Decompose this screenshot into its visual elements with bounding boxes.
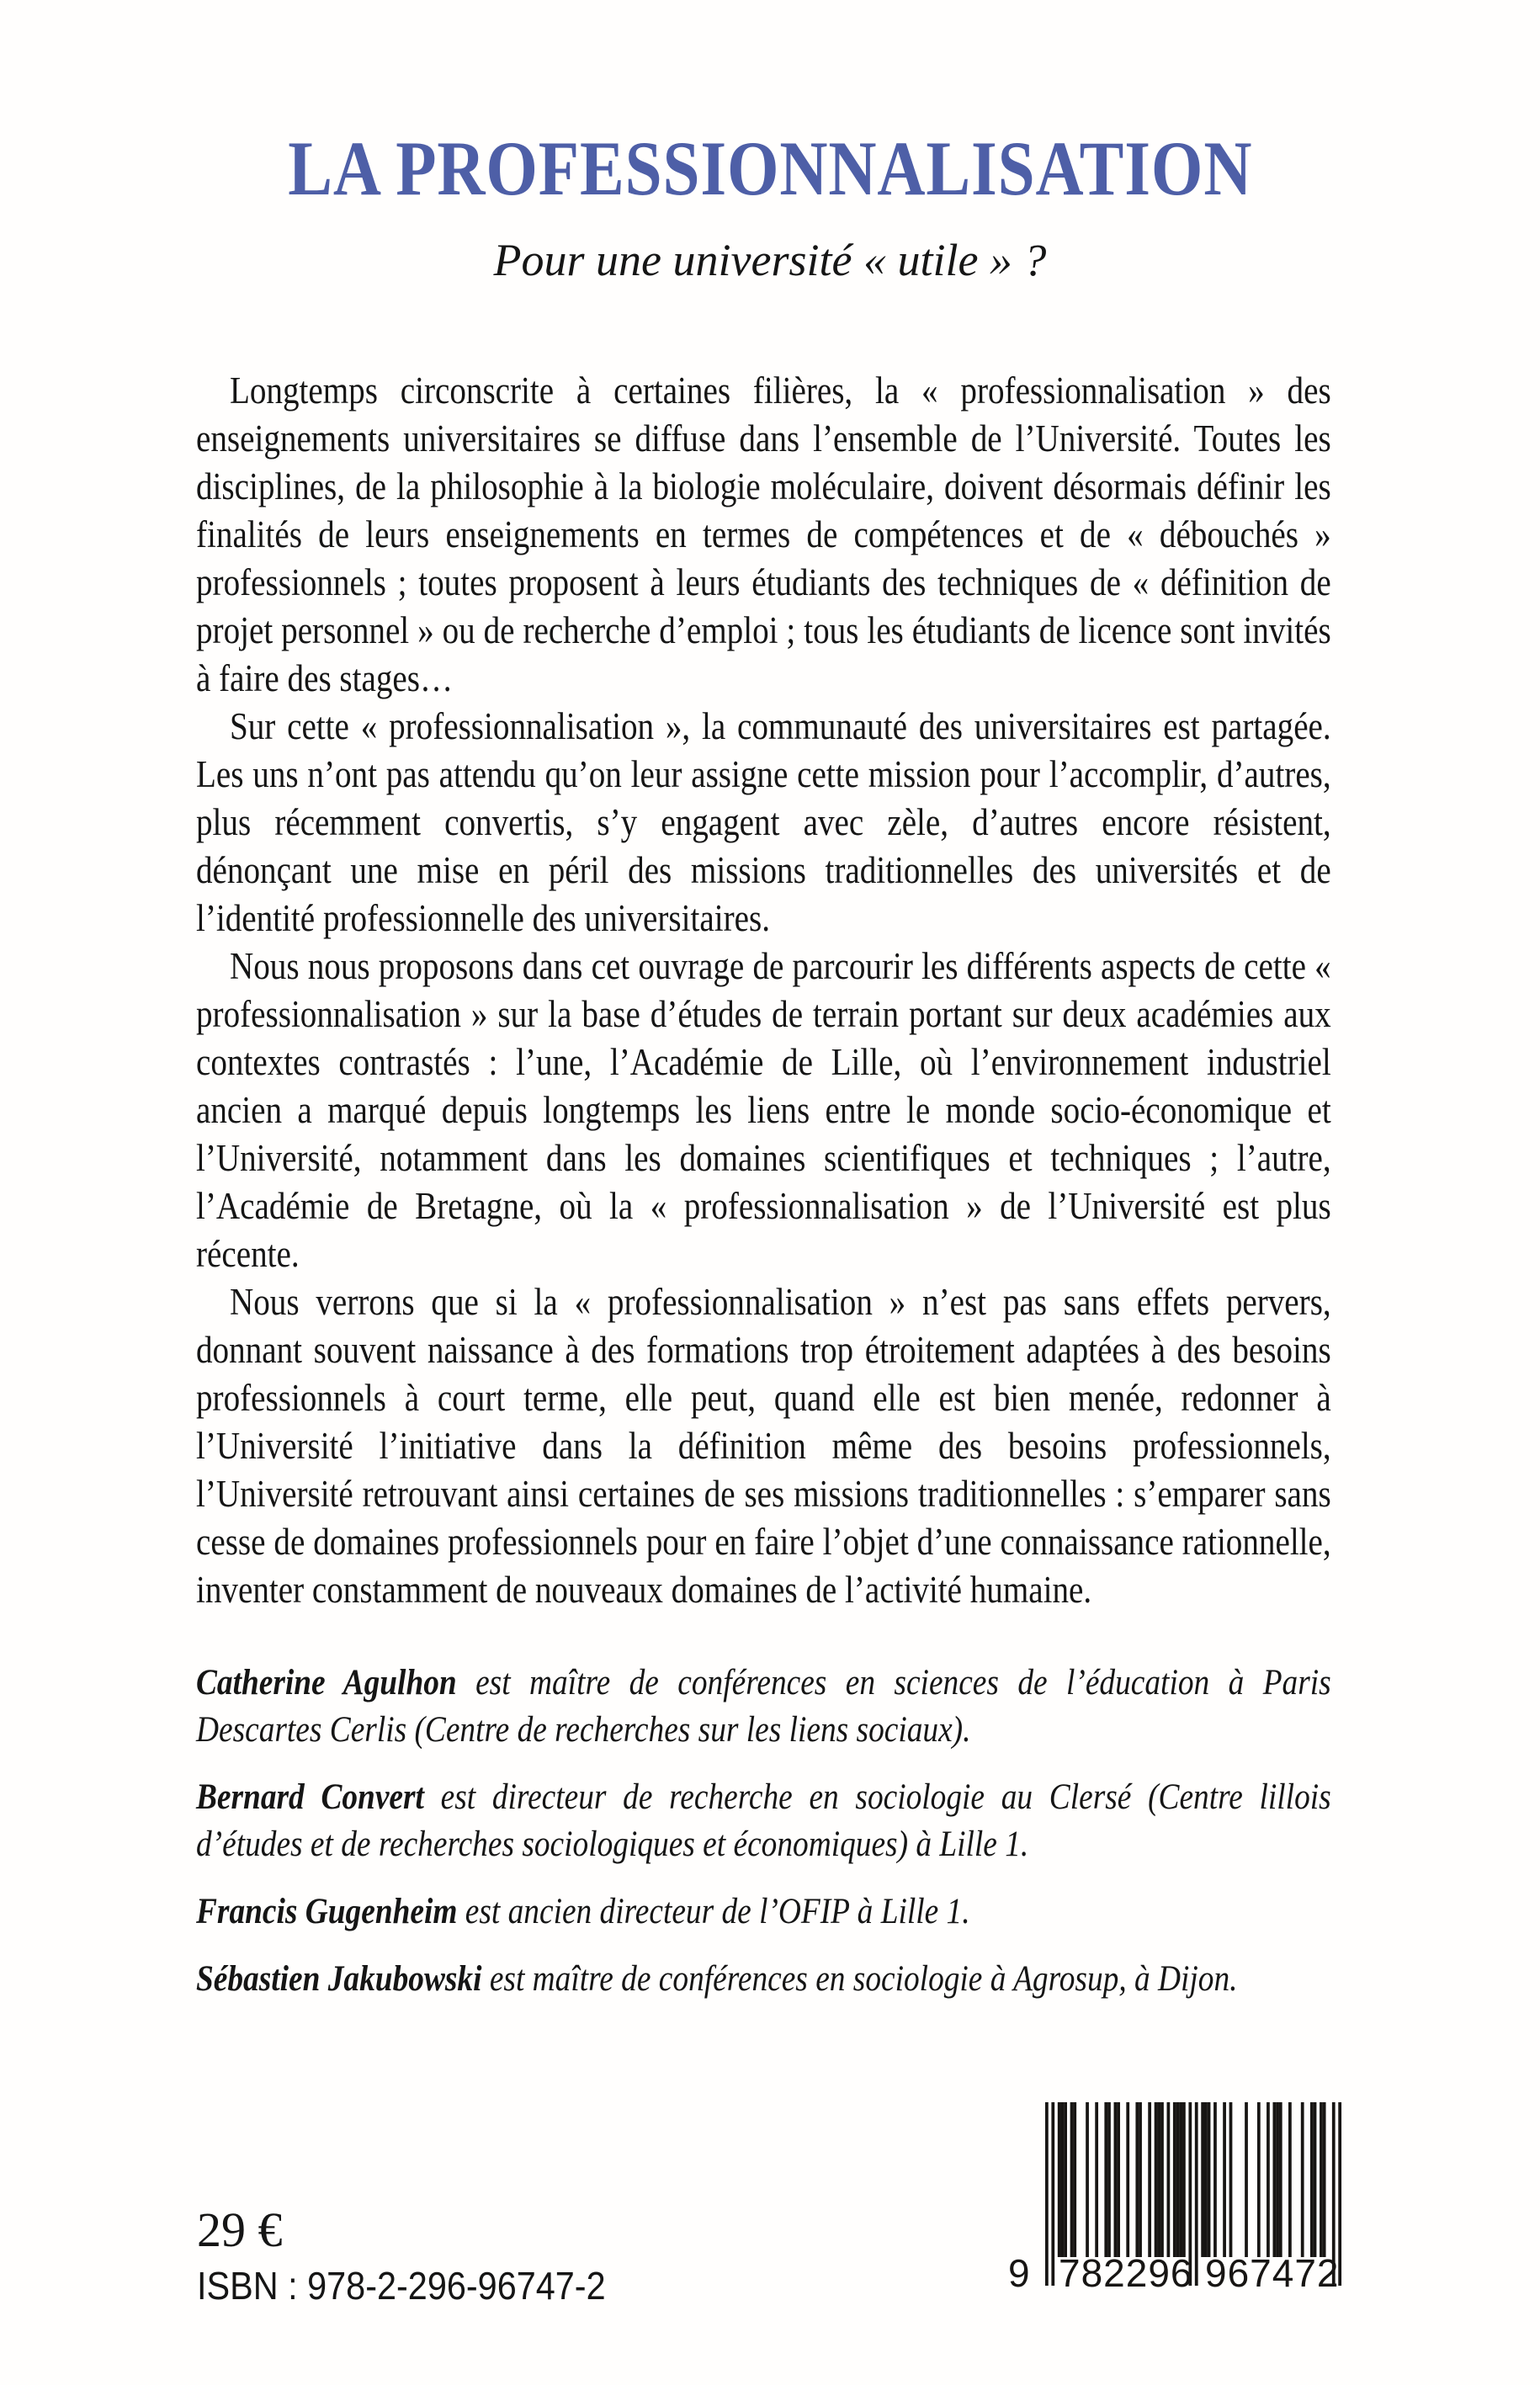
ean13-barcode (1008, 2102, 1341, 2304)
author-bio-text: est maître de conférences en sociologie à Agrosup, à Dijon. (481, 1959, 1238, 1999)
barcode-digits-left: 782296 (1059, 2251, 1193, 2295)
author-bio-text: est maître de conférences en sciences de l’éducation à Paris Descartes Cerlis (Centre de recherches sur les liens sociaux). (196, 1663, 1331, 1750)
barcode-digits-right: 967472 (1205, 2251, 1340, 2295)
author-name: Catherine Agulhon (196, 1663, 457, 1702)
isbn-label: ISBN : 978-2-296-96747-2 (197, 2264, 606, 2308)
author-bio (196, 1774, 1331, 1868)
book-title-text: LA PROFESSIONNALISATION (287, 125, 1253, 211)
synopsis-paragraph-1: Longtemps circonscrite à certaines filières, la « professionnalisation » des enseignements universitaires se diffuse dans l’ensemble de l’Université. Toutes les disciplines, de la philosophie à la biologie moléculaire, doivent désormais définir les finalités de leurs enseignements en termes de compétences et de « débouchés » professionnels ; toutes proposent à leurs étudiants des techniques de « définition de projet personnel » ou de recherche d’emploi ; tous les étudiants de licence sont invités à faire des stages… (196, 369, 1331, 699)
synopsis-paragraph-3: Nous nous proposons dans cet ouvrage de parcourir les différents aspects de cette « professionnalisation » sur la base d’études de terrain portant sur deux académies aux contextes contrastés : l’une, l’Académie de Lille, où l’environnement industriel ancien a marqué depuis longtemps les liens entre le monde socio-économique et l’Université, notamment dans les domaines scientifiques et techniques ; l’autre, l’Académie de Bretagne, où la « professionnalisation » de l’Université est plus récente. (196, 945, 1331, 1275)
author-name: Bernard Convert (196, 1777, 424, 1817)
author-bio-text: est directeur de recherche en sociologie au Clersé (Centre lillois d’études et de recherches sociologiques et économiques) à Lille 1. (196, 1777, 1331, 1864)
book-subtitle: Pour une université « utile » ? (493, 235, 1047, 285)
synopsis-column (196, 367, 1331, 2023)
author-bio (196, 1888, 1331, 1936)
author-bio (196, 1956, 1331, 2003)
price-label: 29 € (197, 2202, 283, 2257)
barcode-digit-lead: 9 (1008, 2251, 1031, 2295)
author-name: Sébastien Jakubowski (196, 1959, 482, 1999)
page-title (0, 126, 1540, 210)
author-bio-text: est ancien directeur de l’OFIP à Lille 1. (457, 1892, 970, 1931)
author-bios (196, 1660, 1331, 2003)
author-name: Francis Gugenheim (196, 1892, 458, 1931)
author-bio (196, 1660, 1331, 1754)
synopsis-paragraph-2: Sur cette « professionnalisation », la communauté des universitaires est partagée. Les uns n’ont pas attendu qu’on leur assigne cette mission pour l’accomplir, d’autres, plus récemment convertis, s’y engagent avec zèle, d’autres encore résistent, dénonçant une mise en péril des missions traditionnelles des universités et de l’identité professionnelle des universitaires. (196, 705, 1331, 939)
synopsis-paragraph-4: Nous verrons que si la « professionnalisation » n’est pas sans effets pervers, donnant souvent naissance à des formations trop étroitement adaptées à des besoins professionnels à court terme, elle peut, quand elle est bien menée, redonner à l’Université l’initiative dans la définition même des besoins professionnels, l’Université retrouvant ainsi certaines de ses missions traditionnelles : s’emparer sans cesse de domaines professionnels pour en faire l’objet d’une connaissance rationnelle, inventer constamment de nouveaux domaines de l’activité humaine. (196, 1281, 1331, 1611)
